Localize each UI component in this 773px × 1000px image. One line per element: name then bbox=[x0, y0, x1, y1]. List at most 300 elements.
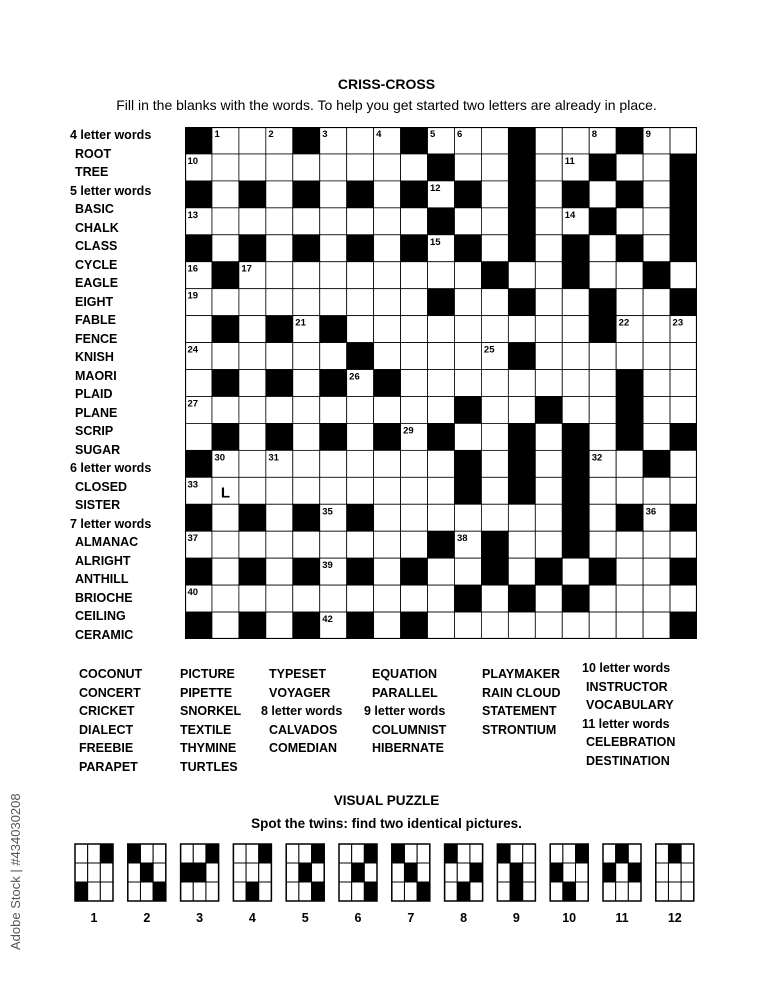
picture-square bbox=[352, 844, 365, 863]
picture-square bbox=[445, 863, 458, 882]
picture-square bbox=[616, 844, 629, 863]
white-cell bbox=[347, 208, 374, 235]
white-cell bbox=[454, 504, 481, 531]
white-cell bbox=[643, 612, 670, 639]
white-cell bbox=[320, 585, 347, 612]
clue-number: 10 bbox=[187, 155, 199, 167]
black-cell bbox=[508, 450, 535, 477]
word-list-item: CLOSED bbox=[75, 479, 128, 494]
white-cell bbox=[320, 396, 347, 423]
white-cell bbox=[535, 477, 562, 504]
picture-square bbox=[392, 844, 405, 863]
word-list-item: ALRIGHT bbox=[75, 553, 131, 568]
black-cell bbox=[293, 235, 320, 262]
white-cell bbox=[239, 289, 266, 316]
picture-square bbox=[497, 844, 510, 863]
word-list-item: COLUMNIST bbox=[372, 722, 447, 737]
white-cell bbox=[535, 316, 562, 343]
picture-square bbox=[75, 863, 88, 882]
picture-square bbox=[417, 882, 430, 901]
black-cell bbox=[643, 450, 670, 477]
puzzle-instructions: Fill in the blanks with the words. To help you get started two letters are already in place. bbox=[116, 97, 657, 113]
white-cell bbox=[535, 289, 562, 316]
picture-square bbox=[603, 863, 616, 882]
black-cell bbox=[589, 208, 616, 235]
black-cell bbox=[347, 558, 374, 585]
word-list-item: CYCLE bbox=[75, 257, 118, 272]
clue-number: 36 bbox=[645, 506, 657, 518]
white-cell bbox=[616, 208, 643, 235]
white-cell bbox=[481, 370, 508, 397]
white-cell bbox=[401, 343, 428, 370]
white-cell bbox=[616, 585, 643, 612]
picture-square bbox=[404, 844, 417, 863]
white-cell bbox=[535, 127, 562, 154]
visual-puzzle-row bbox=[0, 842, 773, 932]
clue-number: 34 bbox=[456, 479, 468, 491]
clue-number: 21 bbox=[295, 317, 306, 329]
white-cell bbox=[266, 343, 293, 370]
picture-square bbox=[286, 863, 299, 882]
picture-square bbox=[181, 863, 194, 882]
visual-puzzle-subtitle: Spot the twins: find two identical pictures. bbox=[251, 816, 522, 831]
black-cell bbox=[293, 181, 320, 208]
picture-square bbox=[497, 882, 510, 901]
word-column bbox=[478, 665, 560, 739]
white-cell bbox=[670, 127, 697, 154]
black-cell bbox=[293, 558, 320, 585]
white-cell bbox=[454, 343, 481, 370]
black-cell bbox=[239, 558, 266, 585]
white-cell bbox=[562, 612, 589, 639]
picture-square bbox=[100, 863, 113, 882]
white-cell bbox=[320, 181, 347, 208]
white-cell bbox=[589, 262, 616, 289]
word-list-item: BRIOCHE bbox=[75, 590, 133, 605]
black-cell bbox=[347, 504, 374, 531]
word-list-item: FABLE bbox=[75, 313, 116, 327]
black-cell bbox=[401, 558, 428, 585]
white-cell bbox=[589, 343, 616, 370]
picture-label: 4 bbox=[248, 911, 256, 925]
white-cell bbox=[589, 504, 616, 531]
clue-number: 15 bbox=[430, 236, 441, 248]
word-column bbox=[75, 665, 142, 776]
picture-square bbox=[339, 863, 352, 882]
picture-square bbox=[668, 863, 681, 882]
word-list-item: THYMINE bbox=[180, 741, 237, 755]
white-cell bbox=[562, 127, 589, 154]
white-cell bbox=[347, 262, 374, 289]
white-cell bbox=[401, 262, 428, 289]
picture-square bbox=[100, 882, 113, 901]
white-cell bbox=[643, 558, 670, 585]
black-cell bbox=[508, 343, 535, 370]
black-cell bbox=[320, 423, 347, 450]
white-cell bbox=[428, 477, 455, 504]
white-cell bbox=[239, 585, 266, 612]
black-cell bbox=[185, 235, 212, 262]
black-cell bbox=[212, 423, 239, 450]
word-column bbox=[364, 665, 447, 758]
black-cell bbox=[428, 531, 455, 558]
white-cell bbox=[266, 585, 293, 612]
picture-square bbox=[259, 882, 272, 901]
picture-square bbox=[616, 882, 629, 901]
white-cell bbox=[454, 558, 481, 585]
white-cell bbox=[670, 262, 697, 289]
white-cell bbox=[374, 450, 401, 477]
white-cell bbox=[212, 289, 239, 316]
white-cell bbox=[401, 370, 428, 397]
white-cell bbox=[347, 316, 374, 343]
white-cell bbox=[374, 558, 401, 585]
white-cell bbox=[562, 396, 589, 423]
white-cell bbox=[508, 396, 535, 423]
black-cell bbox=[266, 423, 293, 450]
white-cell bbox=[428, 396, 455, 423]
word-list-item: DIALECT bbox=[79, 722, 134, 737]
word-list-item: RAIN CLOUD bbox=[482, 685, 561, 700]
black-cell bbox=[670, 154, 697, 181]
white-cell bbox=[266, 262, 293, 289]
word-list-item: PLANE bbox=[75, 405, 118, 420]
black-cell bbox=[347, 612, 374, 639]
white-cell bbox=[670, 370, 697, 397]
picture-square bbox=[233, 863, 246, 882]
word-list-item: COCONUT bbox=[79, 667, 143, 681]
black-cell bbox=[428, 154, 455, 181]
picture-square bbox=[445, 882, 458, 901]
white-cell bbox=[508, 262, 535, 289]
black-cell bbox=[670, 208, 697, 235]
white-cell bbox=[454, 208, 481, 235]
white-cell bbox=[670, 450, 697, 477]
picture-square bbox=[470, 882, 483, 901]
clue-number: 31 bbox=[268, 452, 279, 464]
white-cell bbox=[428, 450, 455, 477]
white-cell bbox=[589, 235, 616, 262]
given-letter: T bbox=[598, 295, 608, 313]
white-cell bbox=[616, 343, 643, 370]
white-cell bbox=[320, 262, 347, 289]
picture-square bbox=[153, 844, 166, 863]
black-cell bbox=[401, 181, 428, 208]
white-cell bbox=[616, 477, 643, 504]
picture-square bbox=[352, 882, 365, 901]
clue-number: 37 bbox=[187, 533, 199, 545]
white-cell bbox=[428, 316, 455, 343]
white-cell bbox=[589, 423, 616, 450]
word-list-item: CALVADOS bbox=[269, 722, 338, 737]
white-cell bbox=[320, 450, 347, 477]
picture-square bbox=[299, 844, 312, 863]
clue-number: 8 bbox=[591, 129, 598, 140]
picture-label: 8 bbox=[460, 911, 468, 925]
puzzle-title: CRISS-CROSS bbox=[337, 76, 436, 92]
black-cell bbox=[212, 370, 239, 397]
picture-square bbox=[364, 882, 377, 901]
picture-square bbox=[656, 844, 669, 863]
white-cell bbox=[428, 343, 455, 370]
white-cell bbox=[293, 343, 320, 370]
clue-number: 6 bbox=[456, 129, 463, 140]
picture-square bbox=[628, 882, 641, 901]
white-cell bbox=[454, 289, 481, 316]
picture-square bbox=[681, 844, 694, 863]
black-cell bbox=[347, 181, 374, 208]
picture-label: 7 bbox=[407, 911, 415, 925]
word-group-heading: 9 letter words bbox=[364, 704, 446, 718]
clue-number: 20 bbox=[430, 290, 441, 302]
black-cell bbox=[535, 558, 562, 585]
picture-square bbox=[339, 882, 352, 901]
word-group-heading: 7 letter words bbox=[70, 516, 152, 531]
clue-number: 3 bbox=[322, 129, 328, 140]
picture-square bbox=[312, 863, 325, 882]
black-cell bbox=[266, 316, 293, 343]
white-cell bbox=[589, 477, 616, 504]
picture-square bbox=[681, 882, 694, 901]
black-cell bbox=[185, 181, 212, 208]
black-cell bbox=[508, 181, 535, 208]
clue-number: 18 bbox=[564, 263, 576, 275]
black-cell bbox=[508, 235, 535, 262]
clue-number: 7 bbox=[510, 129, 517, 140]
white-cell bbox=[347, 531, 374, 558]
picture-square bbox=[563, 863, 576, 882]
black-cell bbox=[670, 181, 697, 208]
white-cell bbox=[239, 396, 266, 423]
white-cell bbox=[616, 262, 643, 289]
white-cell bbox=[535, 343, 562, 370]
word-list-item: KNISH bbox=[75, 350, 114, 364]
black-cell bbox=[508, 289, 535, 316]
word-list-item: ROOT bbox=[75, 146, 112, 161]
white-cell bbox=[212, 504, 239, 531]
word-list-item: BASIC bbox=[75, 202, 114, 216]
black-cell bbox=[454, 396, 481, 423]
picture-square bbox=[181, 882, 194, 901]
white-cell bbox=[320, 235, 347, 262]
picture-square bbox=[510, 844, 523, 863]
white-cell bbox=[589, 370, 616, 397]
picture-square bbox=[259, 863, 272, 882]
black-cell bbox=[589, 316, 616, 343]
white-cell bbox=[535, 181, 562, 208]
white-cell bbox=[266, 531, 293, 558]
black-cell bbox=[670, 612, 697, 639]
white-cell bbox=[670, 343, 697, 370]
word-list-item: CLASS bbox=[75, 239, 118, 253]
black-cell bbox=[239, 612, 266, 639]
white-cell bbox=[589, 181, 616, 208]
white-cell bbox=[239, 450, 266, 477]
clue-number: 29 bbox=[403, 425, 414, 437]
word-list-item: CHALK bbox=[75, 220, 119, 235]
white-cell bbox=[374, 585, 401, 612]
word-list-item: CELEBRATION bbox=[586, 735, 676, 749]
black-cell bbox=[562, 531, 589, 558]
white-cell bbox=[347, 423, 374, 450]
white-cell bbox=[239, 423, 266, 450]
clue-number: 33 bbox=[187, 479, 199, 491]
white-cell bbox=[428, 585, 455, 612]
picture-square bbox=[128, 863, 141, 882]
black-cell bbox=[293, 127, 320, 154]
white-cell bbox=[535, 235, 562, 262]
white-cell bbox=[589, 396, 616, 423]
white-cell bbox=[266, 154, 293, 181]
white-cell bbox=[670, 477, 697, 504]
white-cell bbox=[535, 612, 562, 639]
white-cell bbox=[239, 343, 266, 370]
white-cell bbox=[481, 208, 508, 235]
white-cell bbox=[347, 585, 374, 612]
white-cell bbox=[643, 154, 670, 181]
white-cell bbox=[589, 585, 616, 612]
picture-square bbox=[628, 863, 641, 882]
word-list-item: SUGAR bbox=[75, 442, 121, 457]
white-cell bbox=[401, 585, 428, 612]
white-cell bbox=[293, 531, 320, 558]
picture-square bbox=[457, 844, 470, 863]
black-cell bbox=[428, 423, 455, 450]
white-cell bbox=[508, 531, 535, 558]
word-list-item: COMEDIAN bbox=[269, 741, 338, 755]
white-cell bbox=[562, 370, 589, 397]
white-cell bbox=[643, 585, 670, 612]
white-cell bbox=[401, 477, 428, 504]
picture-square bbox=[246, 844, 259, 863]
white-cell bbox=[239, 154, 266, 181]
picture-square bbox=[206, 844, 219, 863]
picture-square bbox=[563, 844, 576, 863]
white-cell bbox=[212, 181, 239, 208]
white-cell bbox=[293, 154, 320, 181]
black-cell bbox=[185, 558, 212, 585]
black-cell bbox=[454, 181, 481, 208]
word-list-item: PLAYMAKER bbox=[482, 667, 561, 681]
picture-square bbox=[392, 882, 405, 901]
black-cell bbox=[320, 370, 347, 397]
picture-label: 6 bbox=[354, 911, 362, 925]
white-cell bbox=[535, 531, 562, 558]
black-cell bbox=[320, 316, 347, 343]
clue-number: 4 bbox=[376, 129, 382, 140]
black-cell bbox=[616, 181, 643, 208]
white-cell bbox=[401, 450, 428, 477]
black-cell bbox=[239, 504, 266, 531]
white-cell bbox=[670, 585, 697, 612]
white-cell bbox=[266, 208, 293, 235]
white-cell bbox=[374, 262, 401, 289]
picture-square bbox=[404, 882, 417, 901]
picture-square bbox=[470, 844, 483, 863]
word-list-left bbox=[70, 126, 151, 644]
black-cell bbox=[508, 423, 535, 450]
picture-square bbox=[299, 882, 312, 901]
picture-square bbox=[312, 844, 325, 863]
picture-label: 2 bbox=[143, 911, 151, 925]
clue-number: 11 bbox=[564, 155, 575, 167]
picture-square bbox=[523, 863, 536, 882]
picture-label: 9 bbox=[512, 911, 520, 925]
black-cell bbox=[589, 558, 616, 585]
white-cell bbox=[428, 370, 455, 397]
picture-square bbox=[510, 882, 523, 901]
white-cell bbox=[293, 396, 320, 423]
white-cell bbox=[454, 612, 481, 639]
black-cell bbox=[293, 612, 320, 639]
word-list-item: VOYAGER bbox=[269, 685, 331, 700]
white-cell bbox=[535, 423, 562, 450]
black-cell bbox=[670, 289, 697, 316]
clue-number: 19 bbox=[187, 290, 199, 302]
picture-square bbox=[457, 882, 470, 901]
clue-number: 27 bbox=[187, 398, 199, 410]
black-cell bbox=[293, 504, 320, 531]
white-cell bbox=[508, 558, 535, 585]
white-cell bbox=[481, 423, 508, 450]
word-list-item: TYPESET bbox=[269, 667, 326, 681]
white-cell bbox=[212, 396, 239, 423]
clue-number: 12 bbox=[430, 182, 441, 194]
white-cell bbox=[239, 127, 266, 154]
white-cell bbox=[374, 396, 401, 423]
picture-square bbox=[445, 844, 458, 863]
clue-number: 24 bbox=[187, 344, 199, 356]
picture-square bbox=[417, 844, 430, 863]
word-list-item: PIPETTE bbox=[180, 685, 233, 700]
clue-number: 39 bbox=[322, 560, 333, 572]
black-cell bbox=[670, 235, 697, 262]
white-cell bbox=[212, 558, 239, 585]
picture-square bbox=[603, 882, 616, 901]
picture-square bbox=[681, 863, 694, 882]
clue-number: 40 bbox=[187, 587, 199, 599]
word-list-item: EAGLE bbox=[75, 276, 119, 290]
picture-square bbox=[656, 863, 669, 882]
clue-number: 25 bbox=[483, 344, 495, 356]
white-cell bbox=[481, 316, 508, 343]
word-list-item: EQUATION bbox=[372, 667, 438, 681]
black-cell bbox=[454, 235, 481, 262]
clue-number: 9 bbox=[645, 129, 651, 140]
white-cell bbox=[293, 423, 320, 450]
white-cell bbox=[428, 262, 455, 289]
word-list-bottom bbox=[0, 657, 773, 777]
white-cell bbox=[481, 396, 508, 423]
visual-puzzle-title: VISUAL PUZZLE bbox=[333, 793, 440, 808]
word-group-heading: 6 letter words bbox=[70, 461, 152, 475]
black-cell bbox=[481, 531, 508, 558]
white-cell bbox=[266, 289, 293, 316]
picture-square bbox=[656, 882, 669, 901]
picture-label: 5 bbox=[301, 911, 309, 925]
white-cell bbox=[481, 127, 508, 154]
clue-number: 26 bbox=[349, 371, 360, 383]
black-cell bbox=[185, 612, 212, 639]
word-list-item: CEILING bbox=[75, 609, 126, 623]
word-list-item: VOCABULARY bbox=[586, 698, 674, 712]
white-cell bbox=[185, 423, 212, 450]
black-cell bbox=[428, 208, 455, 235]
word-group-heading: 10 letter words bbox=[582, 661, 671, 675]
picture-square bbox=[497, 863, 510, 882]
white-cell bbox=[562, 289, 589, 316]
black-cell bbox=[347, 343, 374, 370]
